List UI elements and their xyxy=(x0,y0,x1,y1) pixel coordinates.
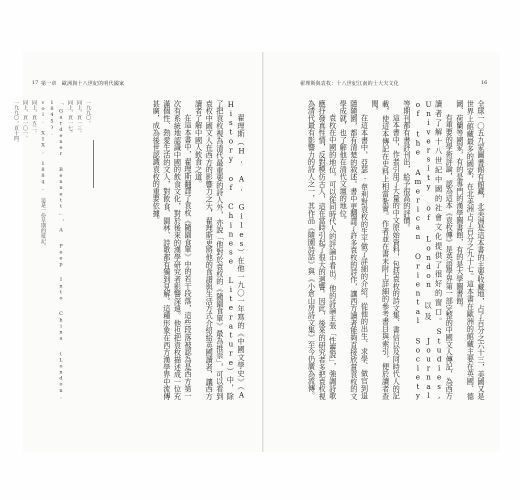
right-paragraph-3: 這本書中，作者引用了大量的中文原始資料，包括袁枚的詩文集、書信以及同時代人的記載，使這本傳記在史料上相當紮實。作者並在書末附上詳細的參考書目與索引，便於讀者查閱。 xyxy=(371,100,402,400)
book-gutter xyxy=(262,52,264,452)
right-paragraph-1: 全球一〇五九家圖書館有館藏，北美洲是這本書的主要收藏地，占了百分之六十三，美國又是世界上館藏最多的國家，在北美洲占了百分之九十七。這本書在歐洲的館藏主要在英國、德國、荷蘭等國家，有的是專門的漢學圖書館，有的是大學圖書館。 xyxy=(455,100,486,400)
left-paragraph-2: 在這本書中，翟理斯翻譯了袁枚《隨園食單》中的若干段落，這些段落被認為是西方第一次有系統地認識中國的飲食文化，對於後來的漢學研究者影響深遠。他也把袁枚描述成一位充滿個性、熱愛生活的文人，對飲食、園林、詩歌都有獨到見解。這種形象在西方漢學界中流傳甚廣，成為後世認識袁枚的重要依據。 xyxy=(152,100,194,400)
right-paragraph-2: 有重要的學術評論，認為這本《袁枚傳》是英語學界第一部完整的中國文人傳記，為西方讀者了解十八世紀中國的社會文化提供了很好的窗口。Studies, University of London 以及 Journal of the American Oriental Society 等期刊都有書評刊出，給予很高的評價。 xyxy=(402,100,455,400)
left-page-footnotes xyxy=(13,100,92,400)
right-page-number: 16 xyxy=(481,80,488,86)
left-page-number: 17 xyxy=(32,80,39,86)
right-page-body xyxy=(296,100,486,400)
footnote: 一九九〇。 xyxy=(85,100,91,126)
right-running-head: 翟理斯與袁枚：十八世紀江南的士大夫文化 xyxy=(300,81,399,87)
footnote: 同上，頁一三。 xyxy=(76,100,82,136)
footnote: vol. XIX, 1884, 這是一份早期的遊記。 xyxy=(40,100,46,249)
right-paragraph-4: 在這本書中，亞瑟·韋利對袁枚的生平做了詳細的介紹，從他的出生、求學、做官到退隱隨園，都有清楚的敘述。書中更翻譯了許多袁枚的詩作，讓西方讀者能夠直接欣賞袁枚的文學成就，也了解他在清代文壇的地位。 xyxy=(339,100,370,400)
footnote-separator xyxy=(93,140,94,188)
footnote: 同上，頁一〇一。 xyxy=(22,100,28,141)
left-paragraph-1: 翟理斯（H. A. Giles）在他一九〇一年寫的《中國文學史》（A History of Chinese Literature）中，除了把袁枚視為清代最重要的詩人外，亦說「他對於袁枚的《隨園食單》最為推崇」，可以看到袁枚中國文人在西方的影響力之大，翟理斯更將他的食譜與生活方式介紹給英國讀者，讓西方讀者了解中國人飲食之道。 xyxy=(194,100,246,400)
footnote: 同上，頁五二。 xyxy=(31,100,37,136)
footnote: 同上，頁一七。 xyxy=(67,100,73,136)
left-page-body xyxy=(96,100,246,400)
footnote: 一九九〇，頁十四。 xyxy=(13,100,19,146)
left-running-head: 第一章 歐洲與十八世紀的明代國家 xyxy=(41,81,125,87)
right-paragraph-5: 袁枚在中國的地位，可以從同時代人的評論中看出。他的詩論主張「性靈說」，強調詩歌應抒發真性情，反對模仿古人，這在當時引起了很大的迴響。因此，後來的研究者多把袁枚視為清代最有影響力的詩人之一，其作品《隨園詩話》與《小倉山房詩文集》至今仍廣為流傳。 xyxy=(307,100,338,400)
footnote: 「Gardener Bennett」，A Peep Into China (London, 1845). xyxy=(49,100,64,400)
